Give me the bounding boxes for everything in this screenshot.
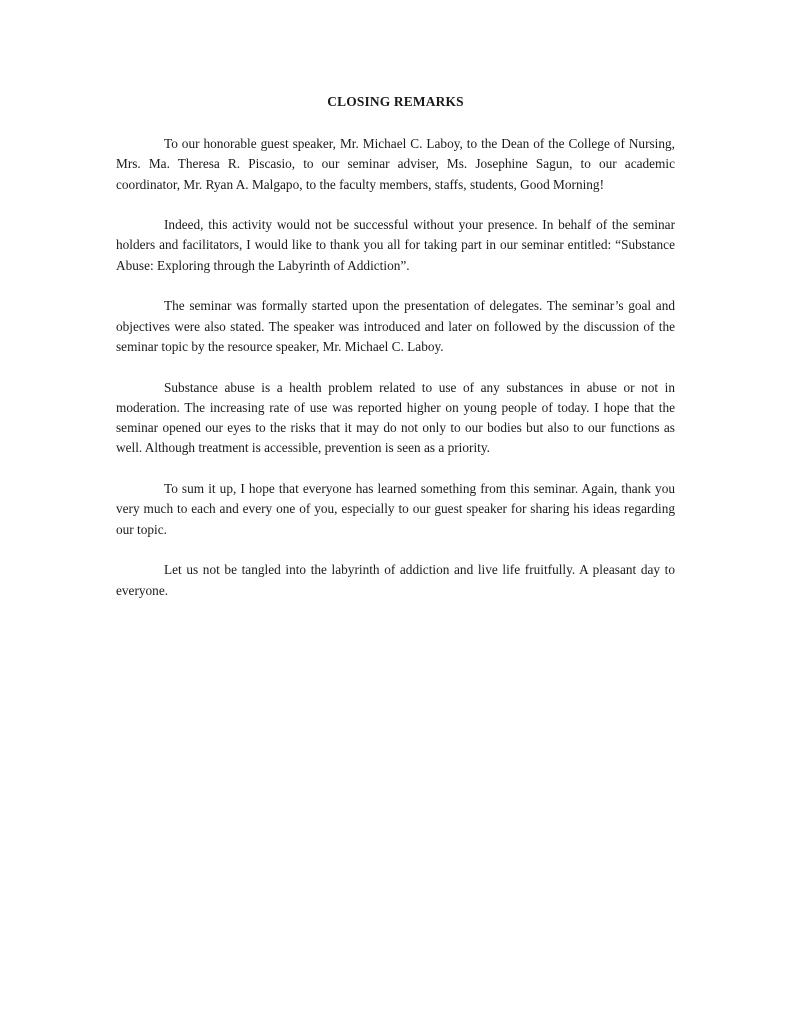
paragraph-substance-abuse: Substance abuse is a health problem related to use of any substances in abuse or not in moderation. The increasing rate of use was reported higher on young people of today. I hope that the seminar opened our eyes to the risks that it may do not only to our bodies but also to our functions as well. Although treatment is accessible, prevention is seen as a priority. [116, 379, 675, 456]
paragraph-greeting: To our honorable guest speaker, Mr. Michael C. Laboy, to the Dean of the College of Nursing, Mrs. Ma. Theresa R. Piscasio, to our seminar adviser, Ms. Josephine Sagun, to our academic coordinator, Mr. Ryan A. Malgapo, to the faculty members, staffs, students, Good Morning! [116, 136, 675, 192]
document-title: CLOSING REMARKS [327, 94, 464, 109]
paragraph-seminar-summary: The seminar was formally started upon the presentation of delegates. The seminar’s goal and objectives were also stated. The speaker was introduced and later on followed by the discussion of the seminar topic by the resource speaker, Mr. Michael C. Laboy. [116, 298, 675, 354]
paragraph-sum-up: To sum it up, I hope that everyone has learned something from this seminar. Again, thank you very much to each and every one of you, especially to our guest speaker for sharing his ideas regarding our topic. [116, 481, 675, 537]
paragraph-closing: Let us not be tangled into the labyrinth of addiction and live life fruitfully. A pleasant day to everyone. [116, 562, 675, 598]
document-body [116, 92, 675, 621]
paragraph-thanks: Indeed, this activity would not be successful without your presence. In behalf of the seminar holders and facilitators, I would like to thank you all for taking part in our seminar entitled: “Substance Abuse: Exploring through the Labyrinth of Addiction”. [116, 217, 675, 273]
